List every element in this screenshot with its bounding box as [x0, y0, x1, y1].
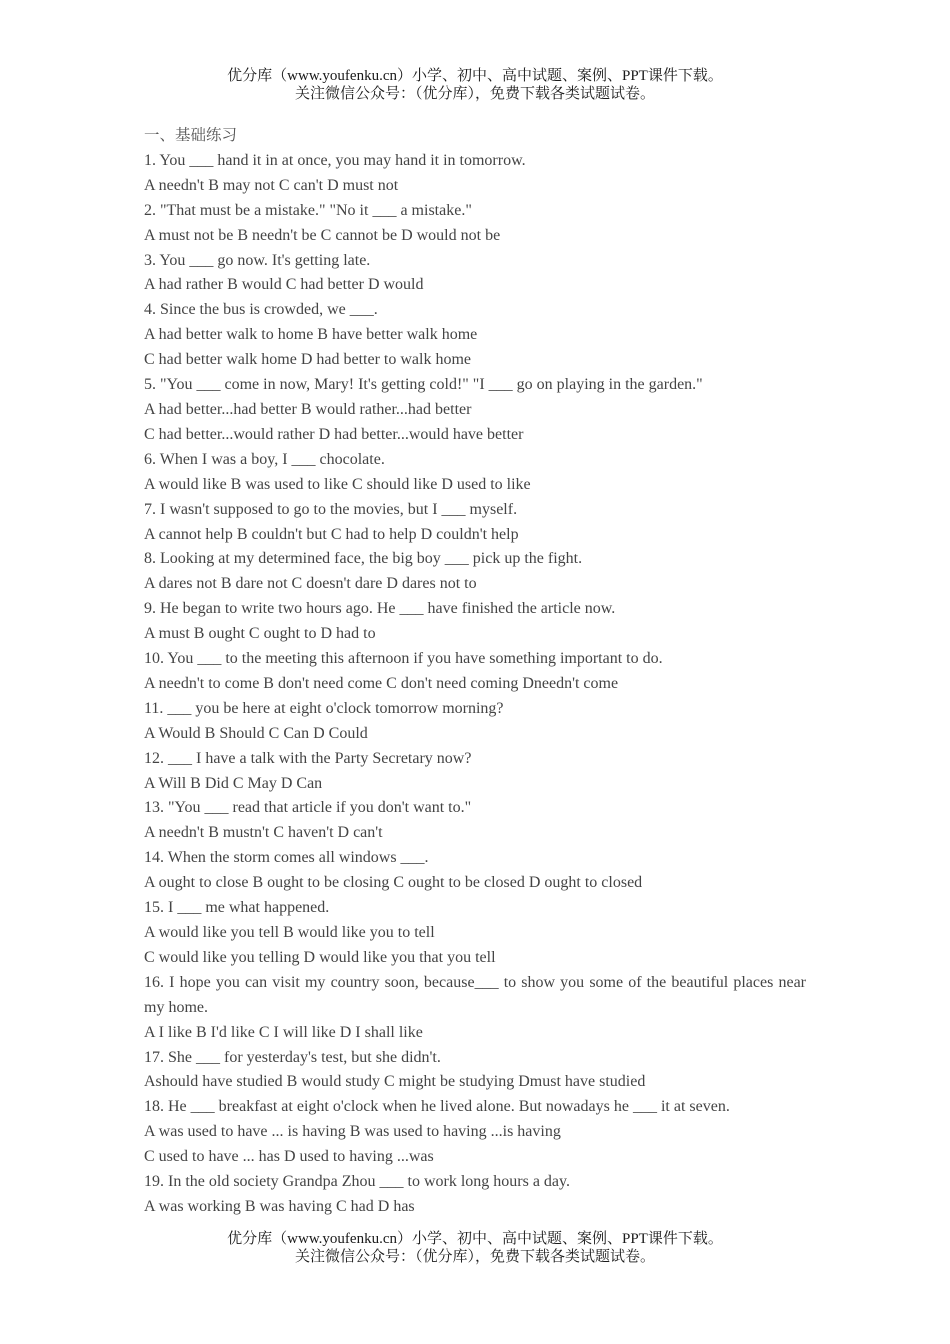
question-19: 19. In the old society Grandpa Zhou ___ to work long hours a day.: [144, 1173, 570, 1191]
options-18a: A was used to have ... is having B was used to having ...is having: [144, 1123, 561, 1141]
options-14: A ought to close B ought to be closing C ought to be closed D ought to closed: [144, 874, 643, 892]
options-8: A dares not B dare not C doesn't dare D dares not to: [144, 575, 477, 593]
options-5b: C had better...would rather D had better...would have better: [144, 425, 524, 443]
question-18: 18. He ___ breakfast at eight o'clock when he lived alone. But nowadays he ___ it at seven.: [144, 1098, 730, 1116]
header-line-2: 关注微信公众号：（优分库），免费下载各类试题试卷。: [294, 86, 655, 102]
options-11: A Would B Should C Can D Could: [144, 724, 368, 742]
question-15: 15. I ___ me what happened.: [144, 899, 330, 917]
question-5: 5. "You ___ come in now, Mary! It's getting cold!" "I ___ go on playing in the garden.": [144, 376, 703, 394]
options-9: A must B ought C ought to D had to: [144, 625, 376, 643]
exercise-content: [144, 124, 806, 1220]
question-17: 17. She ___ for yesterday's test, but she didn't.: [144, 1048, 441, 1066]
footer-line-2: 关注微信公众号：（优分库），免费下载各类试题试卷。: [294, 1249, 655, 1265]
question-13: 13. "You ___ read that article if you don't want to.": [144, 799, 472, 817]
options-4b: C had better walk home D had better to walk home: [144, 351, 472, 369]
options-3: A had rather B would C had better D would: [144, 276, 424, 294]
options-10: A needn't to come B don't need come C don't need coming Dneedn't come: [144, 674, 619, 692]
question-9: 9. He began to write two hours ago. He ___ have finished the article now.: [144, 600, 616, 618]
options-12: A Will B Did C May D Can: [144, 774, 323, 792]
options-18b: C used to have ... has D used to having ...was: [144, 1148, 434, 1166]
question-8: 8. Looking at my determined face, the big boy ___ pick up the fight.: [144, 550, 583, 568]
options-4a: A had better walk to home B have better walk home: [144, 326, 478, 344]
question-1: 1. You ___ hand it in at once, you may hand it in tomorrow.: [144, 151, 526, 169]
page-header: [0, 67, 950, 103]
question-3: 3. You ___ go now. It's getting late.: [144, 251, 371, 269]
options-2: A must not be B needn't be C cannot be D would not be: [144, 226, 501, 244]
header-line-1: 优分库（www.youfenku.cn）小学、初中、高中试题、案例、PPT课件下载。: [227, 68, 723, 84]
options-5a: A had better...had better B would rather...had better: [144, 400, 472, 418]
page-footer: [0, 1230, 950, 1266]
options-19: A was working B was having C had D has: [144, 1197, 415, 1215]
question-4: 4. Since the bus is crowded, we ___.: [144, 301, 378, 319]
options-17: Ashould have studied B would study C might be studying Dmust have studied: [144, 1073, 646, 1091]
options-15b: C would like you telling D would like you that you tell: [144, 948, 496, 966]
options-13: A needn't B mustn't C haven't D can't: [144, 824, 383, 842]
options-6: A would like B was used to like C should like D used to like: [144, 475, 531, 493]
question-16: 16. I hope you can visit my country soon, because___ to show you some of the beautiful places near my home.: [144, 973, 806, 1016]
question-7: 7. I wasn't supposed to go to the movies, but I ___ myself.: [144, 500, 518, 518]
question-11: 11. ___ you be here at eight o'clock tomorrow morning?: [144, 699, 504, 717]
question-2: 2. "That must be a mistake." "No it ___ a mistake.": [144, 201, 472, 219]
options-7: A cannot help B couldn't but C had to help D couldn't help: [144, 525, 519, 543]
options-15a: A would like you tell B would like you to tell: [144, 924, 435, 941]
question-12: 12. ___ I have a talk with the Party Secretary now?: [144, 749, 472, 767]
question-10: 10. You ___ to the meeting this afternoon if you have something important to do.: [144, 650, 663, 668]
question-14: 14. When the storm comes all windows ___.: [144, 849, 429, 867]
options-1: A needn't B may not C can't D must not: [144, 176, 399, 194]
question-6: 6. When I was a boy, I ___ chocolate.: [144, 450, 385, 468]
options-16: A I like B I'd like C I will like D I shall like: [144, 1023, 423, 1041]
section-title: 一、基础练习: [144, 127, 238, 144]
footer-line-1: 优分库（www.youfenku.cn）小学、初中、高中试题、案例、PPT课件下载。: [227, 1231, 723, 1247]
